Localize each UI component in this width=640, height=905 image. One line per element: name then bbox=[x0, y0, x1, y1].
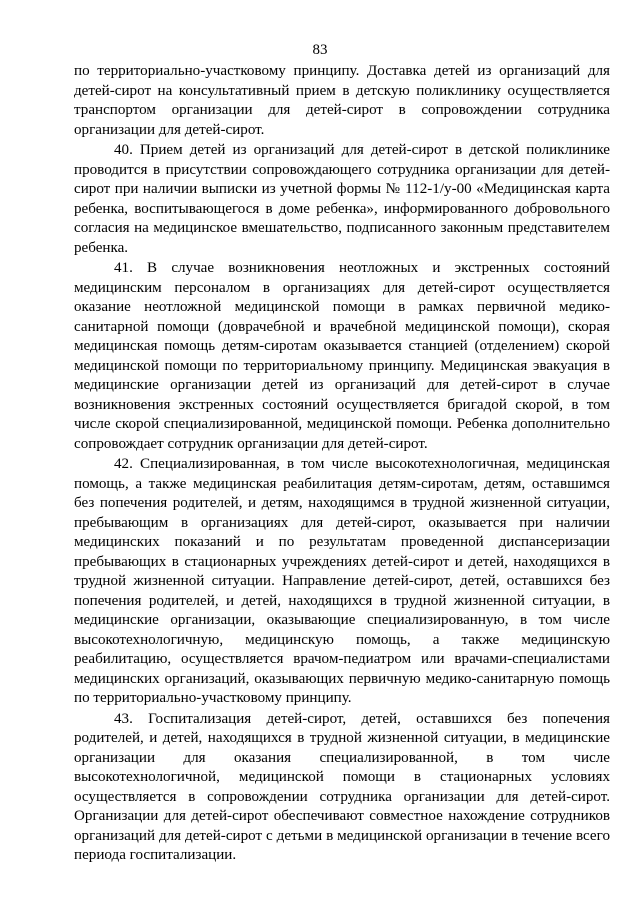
paragraph-continuation: по территориально-участковому принципу. Доставка детей из организаций для детей-сирот на консультативный прием в детскую поликлинику осуществляется транспортом организации для детей-сирот в сопровождении сотрудника организации для детей-сирот. bbox=[74, 63, 610, 138]
paragraph-item-42: 42. Специализированная, в том числе высокотехнологичная, медицинская помощь, а также медицинская реабилитация детям-сиротам, детям, оставшимся без попечения родителей, и детям, находящимся в трудной жизненной ситуации, пребывающим в организациях для детей-сирот, оказывается при наличии медицинских показаний и по результатам проведенной диспансеризации пребывающих в стационарных учреждениях детей-сирот и детей, находящихся в трудной жизненной ситуации. Направление детей-сирот, детей, оставшихся без попечения родителей, и детей, находящихся в трудной жизненной ситуации, в медицинские организации, оказывающие специализированную, в том числе высокотехнологичную, медицинскую помощь, а также медицинскую реабилитацию, осуществляется врачом-педиатром или врачами-специалистами медицинских организаций, оказывающих первичную медико-санитарную помощь по территориально-участковому принципу. bbox=[74, 456, 610, 706]
document-body bbox=[74, 62, 610, 866]
paragraph-item-41: 41. В случае возникновения неотложных и экстренных состояний медицинским персоналом в организациях для детей-сирот осуществляется оказание неотложной медицинской помощи в рамках первичной медико-санитарной помощи (доврачебной и врачебной медицинской помощи), скорая медицинская помощь детям-сиротам оказывается станцией (отделением) скорой медицинской помощи по территориальному принципу. Медицинская эвакуация в медицинские организации детей из организаций для детей-сирот в случае возникновения экстренных состояний осуществляется бригадой скорой, в том числе скорой специализированной, медицинской помощи. Ребенка дополнительно сопровождает сотрудник организации для детей-сирот. bbox=[74, 260, 610, 452]
page-number: 83 bbox=[312, 42, 328, 58]
paragraph-item-40: 40. Прием детей из организаций для детей-сирот в детской поликлинике проводится в присутствии сопровождающего сотрудника организации для детей-сирот при наличии выписки из учетной формы № 112-1/у-00 «Медицинская карта ребенка, воспитывающегося в доме ребенка», информированного добровольного согласия на медицинское вмешательство, подписанного законным представителем ребенка. bbox=[74, 142, 610, 256]
paragraph-item-43: 43. Госпитализация детей-сирот, детей, оставшихся без попечения родителей, и детей, находящихся в трудной жизненной ситуации, в медицинские организации для оказания специализированной, в том числе высокотехнологичной, медицинской помощи в стационарных условиях осуществляется в сопровождении сотрудника организации для детей-сирот. Организации для детей-сирот обеспечивают совместное нахождение сотрудников организаций для детей-сирот с детьми в медицинской организации в течение всего периода госпитализации. bbox=[74, 710, 610, 863]
